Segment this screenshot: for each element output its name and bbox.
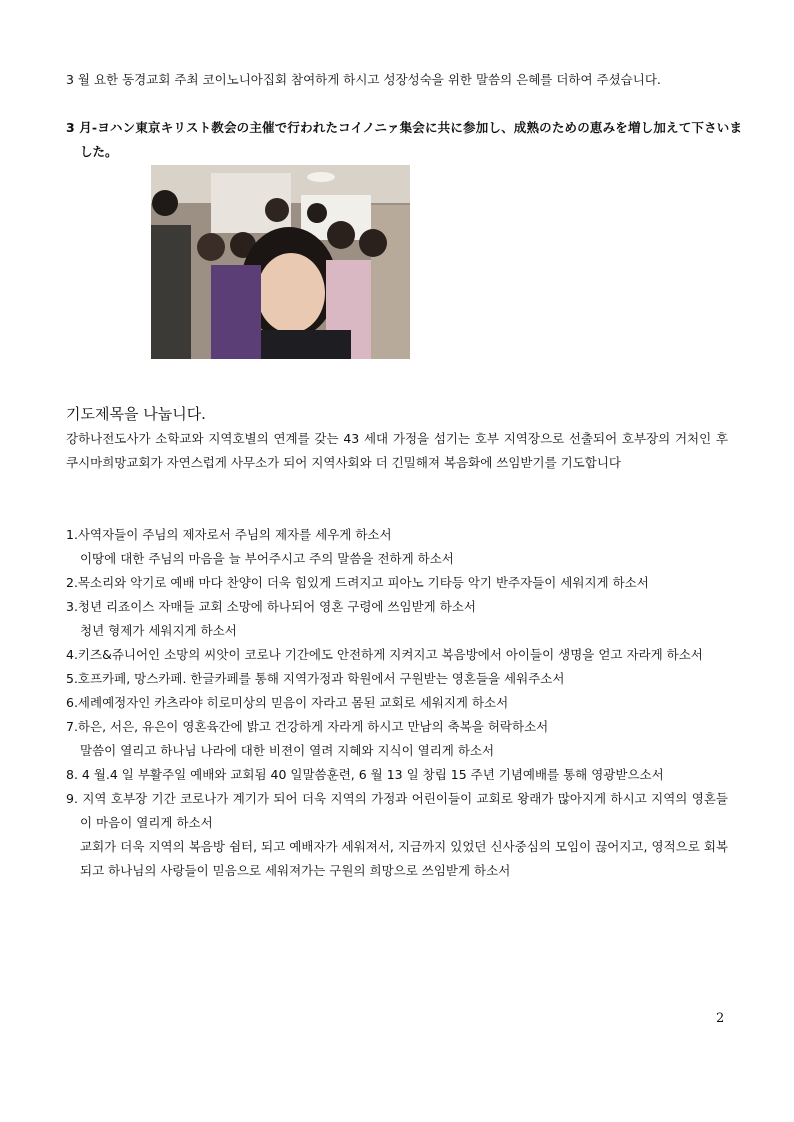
prayer-item-text: 5.호프카페, 망스카페. 한글카페를 통해 지역가정과 학원에서 구원받는 영혼들을 세워주소서 xyxy=(66,671,565,686)
prayer-item xyxy=(66,691,728,715)
prayer-item xyxy=(66,595,728,643)
prayer-item-subtext: 청년 형제가 세워지게 하소서 xyxy=(80,623,237,638)
prayer-item-text: 4.키즈&쥬니어인 소망의 씨앗이 코로나 기간에도 안전하게 지켜지고 복음방에서 아이들이 생명을 얻고 자라게 하소서 xyxy=(66,647,703,662)
page-number: 2 xyxy=(716,1011,725,1026)
prayer-item xyxy=(66,643,728,667)
prayer-item xyxy=(66,523,728,571)
prayer-item xyxy=(66,763,728,787)
prayer-item-subtext: 교회가 더욱 지역의 복음방 쉼터, 되고 예배자가 세워져서, 지금까지 있었던 신사중심의 모임이 끊어지고, 영적으로 회복되고 하나님의 사랑들이 믿음으로 세워져가는 구원의 희망으로 쓰임받게 하소서 xyxy=(80,839,728,878)
prayer-list xyxy=(66,523,728,883)
prayer-item-text: 8. 4 월.4 일 부활주일 예배와 교회됨 40 일말씀훈련, 6 월 13 일 창립 15 주년 기념예배를 통해 영광받으소서 xyxy=(66,767,664,782)
prayer-item-text: 9. 지역 호부장 기간 코로나가 계기가 되어 더욱 지역의 가정과 어린이들이 교회로 왕래가 많아지게 하시고 지역의 영혼들이 마음이 열리게 하소서 xyxy=(66,791,728,830)
group-photo-image xyxy=(151,165,410,359)
prayer-item xyxy=(66,715,728,763)
prayer-item-text: 3.청년 리죠이스 자매들 교회 소망에 하나되어 영혼 구령에 쓰임받게 하소서 xyxy=(66,599,476,614)
prayer-item-text: 7.하은, 서은, 유은이 영혼육간에 밝고 건강하게 자라게 하시고 만남의 축복을 허락하소서 xyxy=(66,719,549,734)
prayer-item xyxy=(66,571,728,595)
section-heading: 기도제목을 나눕니다. xyxy=(66,405,206,423)
group-photo xyxy=(151,165,410,359)
intro-korean: 3 월 요한 동경교회 주최 코이노니아집회 참여하게 하시고 성장성숙을 위한 말씀의 은혜를 더하여 주셨습니다. xyxy=(66,72,661,87)
prayer-item-subtext: 이땅에 대한 주님의 마음을 늘 부어주시고 주의 말씀을 전하게 하소서 xyxy=(80,551,454,566)
prayer-item-text: 1.사역자들이 주님의 제자로서 주님의 제자를 세우게 하소서 xyxy=(66,527,392,542)
intro-japanese: 3 月-ヨハン東京キリスト教会の主催で行われたコイノニァ集会に共に参加し、成熟のための恵みを増し加えて下さいました。 xyxy=(66,120,742,159)
summary-paragraph: 강하나전도사가 소학교와 지역호별의 연계를 갖는 43 세대 가정을 섬기는 호부 지역장으로 선출되어 호부장의 거처인 후쿠시마희망교회가 자연스럽게 사무소가 되어 지역사회와 더 긴밀해져 복음화에 쓰임받기를 기도합니다 xyxy=(66,431,728,470)
prayer-item-text: 6.세례예정자인 카츠라야 히로미상의 믿음이 자라고 몸된 교회로 세워지게 하소서 xyxy=(66,695,509,710)
prayer-item xyxy=(66,667,728,691)
prayer-item xyxy=(66,787,728,883)
prayer-item-subtext: 말씀이 열리고 하나님 나라에 대한 비젼이 열려 지혜와 지식이 열리게 하소서 xyxy=(80,743,495,758)
prayer-item-text: 2.목소리와 악기로 예배 마다 찬양이 더욱 힘있게 드려지고 피아노 기타등 악기 반주자들이 세워지게 하소서 xyxy=(66,575,649,590)
